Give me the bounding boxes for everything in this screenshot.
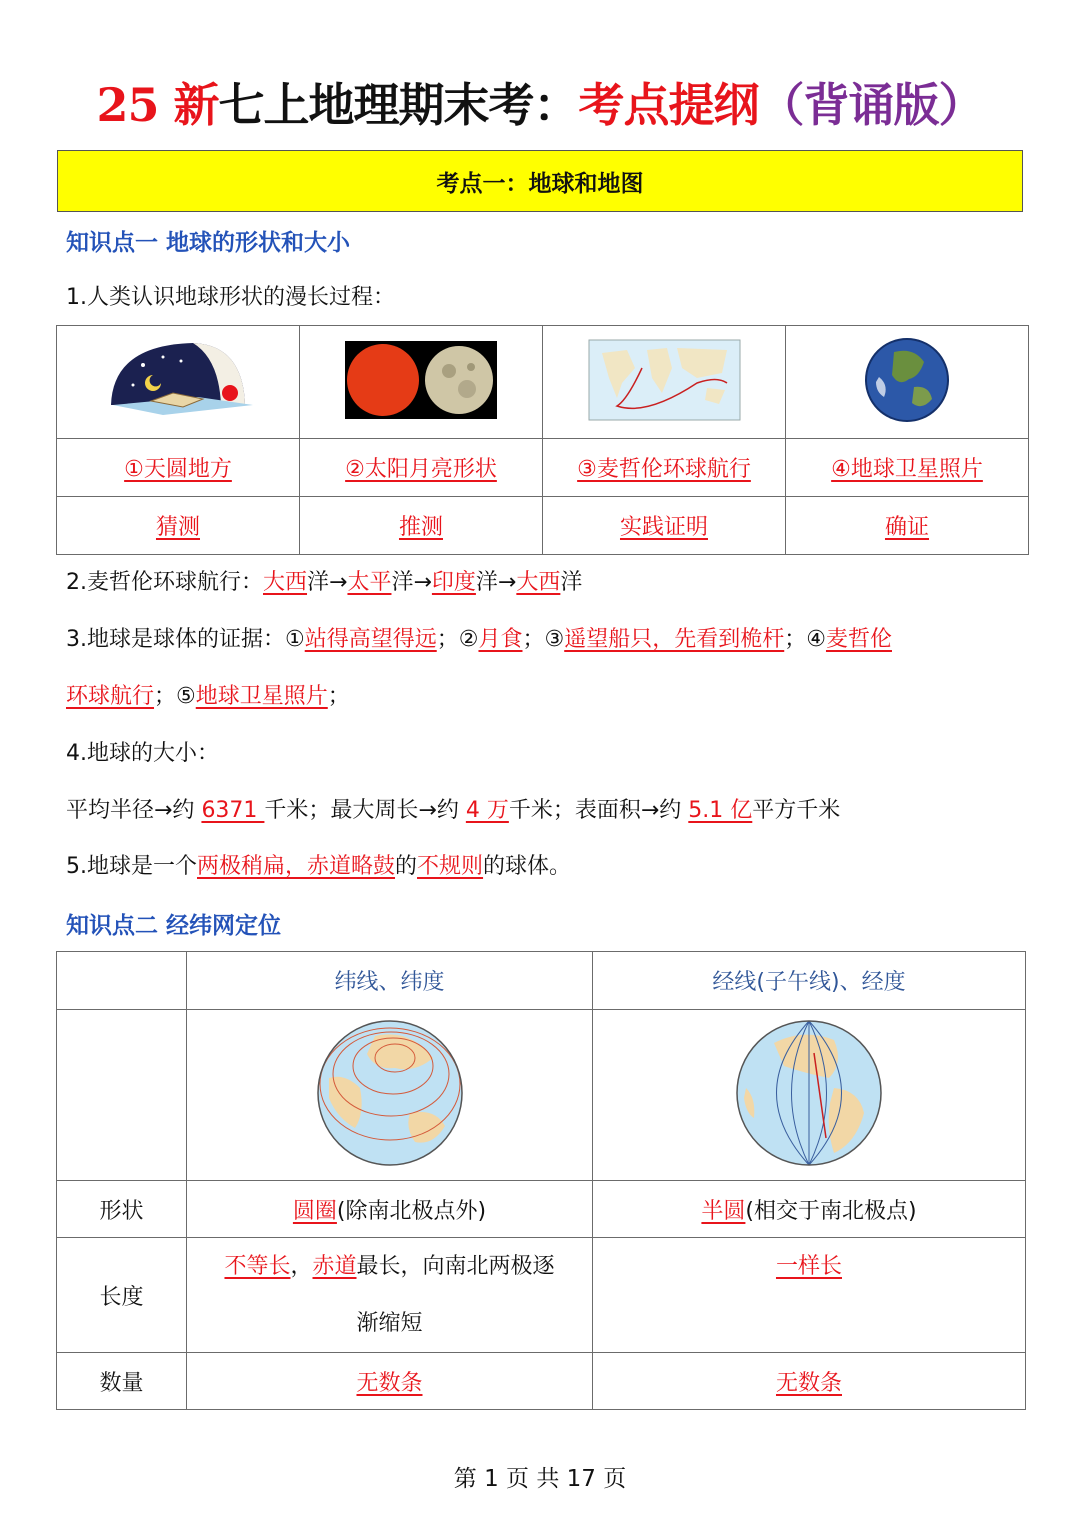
stage-3: ③麦哲伦环球航行 — [577, 457, 751, 482]
item-2-prefix: 2.麦哲伦环球航行： — [66, 570, 263, 595]
lat-length-key-2: 赤道 — [312, 1254, 357, 1279]
method-2: 推测 — [398, 515, 443, 540]
latitude-globe-diagram — [315, 1018, 465, 1168]
lat-shape-key: 圆圈 — [292, 1198, 337, 1224]
page-title — [0, 70, 1080, 140]
table-cell — [57, 952, 187, 1010]
evidence-4b: 环球航行 — [66, 684, 155, 709]
title-version: （背诵版） — [758, 78, 984, 132]
table-cell — [187, 1181, 593, 1238]
stage-4: ④地球卫星照片 — [831, 457, 983, 482]
table-cell — [593, 1181, 1026, 1238]
lat-count: 无数条 — [356, 1370, 423, 1396]
item-2-text — [66, 567, 582, 599]
item-5-suffix: 的球体。 — [483, 854, 572, 879]
item-3-continued — [66, 681, 350, 713]
circumference-value: 4 万 — [465, 798, 509, 823]
lat-length-line-2: 渐缩短 — [356, 1311, 423, 1336]
table-cell — [543, 439, 786, 497]
evidence-3: 遥望船只，先看到桅杆 — [564, 627, 785, 652]
title-year: 25 新 — [96, 78, 219, 132]
method-3: 实践证明 — [619, 515, 708, 540]
shape-label: 形状 — [57, 1181, 187, 1238]
table-cell — [786, 326, 1029, 439]
table-cell — [593, 1010, 1026, 1181]
item-5-highlight-1: 两极稍扁，赤道略鼓 — [197, 854, 396, 879]
item-3-text — [66, 624, 892, 656]
item-1-text: 1.人类认识地球形状的漫长过程： — [66, 285, 395, 310]
area-value: 5.1 亿 — [688, 798, 753, 823]
item-4-values — [66, 795, 840, 827]
evidence-2: 月食 — [478, 627, 523, 652]
ocean-2: 太平 — [347, 570, 392, 595]
stage-2: ②太阳月亮形状 — [345, 457, 497, 482]
table-cell — [543, 497, 786, 555]
evidence-1: 站得高望得远 — [304, 627, 437, 652]
earth-satellite-photo — [864, 337, 950, 423]
lat-length-key-1: 不等长 — [224, 1254, 291, 1279]
lon-count: 无数条 — [775, 1370, 842, 1396]
title-main: 七上地理期末考： — [218, 78, 579, 132]
ocean-3: 印度 — [431, 570, 476, 595]
circumference-label: 千米；最大周长→约 — [264, 798, 466, 823]
count-label: 数量 — [57, 1353, 187, 1410]
item-4-label: 4.地球的大小： — [66, 741, 219, 766]
ocean-3-suffix: 洋→ — [475, 570, 517, 595]
section-banner: 考点一：地球和地图 — [57, 150, 1023, 212]
table-cell — [300, 326, 543, 439]
sky-dome-illustration — [103, 335, 253, 425]
sep-4: ；⑤ — [154, 684, 196, 709]
knowledge-point-2-heading: 知识点二 经纬网定位 — [66, 913, 282, 939]
table-cell — [57, 326, 300, 439]
lat-lon-table — [56, 951, 1026, 1410]
table-cell — [300, 439, 543, 497]
table-cell — [786, 497, 1029, 555]
item-5-highlight-2: 不规则 — [417, 854, 484, 879]
ocean-4: 大西 — [516, 570, 561, 595]
table-cell — [300, 497, 543, 555]
evidence-4a: 麦哲伦 — [825, 627, 892, 652]
knowledge-point-1-heading: 知识点一 地球的形状和大小 — [66, 230, 351, 256]
lat-shape-note: (除南北极点外) — [336, 1198, 487, 1224]
lat-length-sep: ， — [290, 1254, 313, 1279]
table-cell — [57, 439, 300, 497]
ocean-2-suffix: 洋→ — [391, 570, 432, 595]
lon-shape-key: 半圆 — [701, 1198, 746, 1224]
table-cell — [187, 1238, 593, 1353]
item-5-prefix: 5.地球是一个 — [66, 854, 197, 879]
table-cell — [187, 1353, 593, 1410]
radius-value: 6371 — [201, 798, 265, 823]
longitude-header: 经线(子午线)、经度 — [593, 952, 1026, 1010]
radius-label: 平均半径→约 — [66, 798, 202, 823]
ocean-1-suffix: 洋→ — [307, 570, 348, 595]
earth-shape-history-table — [56, 325, 1029, 555]
table-cell — [543, 326, 786, 439]
item-5-mid: 的 — [395, 854, 418, 879]
ocean-1: 大西 — [263, 570, 308, 595]
longitude-globe-diagram — [734, 1018, 884, 1168]
table-cell — [786, 439, 1029, 497]
latitude-header: 纬线、纬度 — [187, 952, 593, 1010]
area-label: 千米；表面积→约 — [508, 798, 689, 823]
page-number: 第 1 页 共 17 页 — [453, 1466, 627, 1492]
item-5-text — [66, 851, 571, 883]
lon-length-key: 一样长 — [775, 1254, 842, 1279]
evidence-5: 地球卫星照片 — [195, 684, 328, 709]
table-cell — [187, 1010, 593, 1181]
table-cell — [57, 1010, 187, 1181]
ocean-4-suffix: 洋 — [560, 570, 583, 595]
sep-2: ；③ — [522, 627, 565, 652]
item-3-prefix: 3.地球是球体的证据：① — [66, 627, 305, 652]
sep-5: ； — [327, 684, 350, 709]
method-1: 猜测 — [155, 515, 200, 540]
sun-moon-illustration — [345, 341, 497, 419]
lat-length-line-1 — [187, 1238, 592, 1295]
lon-shape-note: (相交于南北极点) — [745, 1198, 917, 1224]
lat-length-note: 最长，向南北两极逐 — [356, 1254, 555, 1279]
table-cell — [57, 497, 300, 555]
stage-1: ①天圆地方 — [124, 457, 232, 482]
sep-3: ；④ — [784, 627, 826, 652]
title-highlight: 考点提纲 — [578, 78, 759, 132]
sep-1: ；② — [436, 627, 479, 652]
method-4: 确证 — [884, 515, 929, 540]
area-unit: 平方千米 — [752, 798, 841, 823]
length-label: 长度 — [57, 1238, 187, 1353]
table-cell — [593, 1238, 1026, 1353]
magellan-route-map — [587, 338, 742, 422]
table-cell — [593, 1353, 1026, 1410]
